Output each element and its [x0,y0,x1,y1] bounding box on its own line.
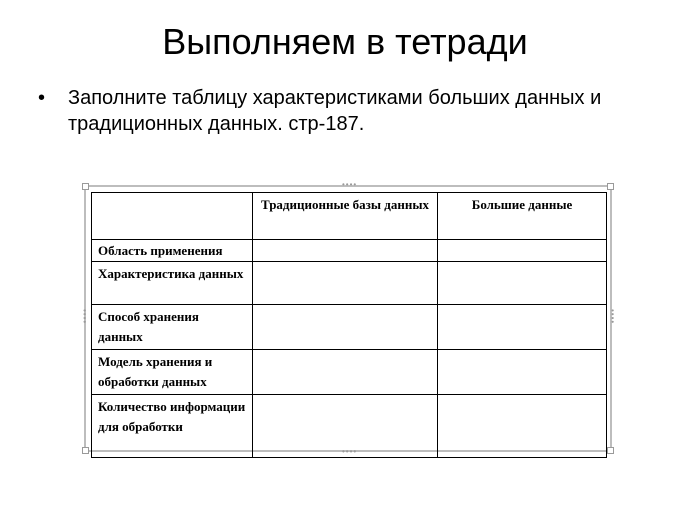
table-row [92,262,607,305]
big-data-cell[interactable] [438,350,607,395]
slide-title: Выполняем в тетради [162,21,528,62]
row-label-cell[interactable]: Способ хранения данных [92,305,253,350]
resize-handle-bottom-left[interactable] [82,447,89,454]
header-cell-big-data[interactable]: Большие данные [438,193,607,240]
row-label-cell[interactable]: Область применения [92,240,253,262]
resize-handle-bottom-right[interactable] [607,447,614,454]
big-data-cell[interactable] [438,262,607,305]
table-header-row [92,193,607,240]
header-cell-traditional[interactable]: Традиционные базы данных [253,193,438,240]
table-row [92,395,607,458]
big-data-cell[interactable] [438,240,607,262]
row-label-cell[interactable]: Характеристика данных [92,262,253,305]
table-row [92,350,607,395]
resize-handle-bottom[interactable]: •••• [342,447,358,456]
resize-handle-left[interactable]: •••• [80,309,89,325]
table-row [92,305,607,350]
big-data-cell[interactable] [438,395,607,458]
bullet-item [38,85,668,137]
traditional-cell[interactable] [253,305,438,350]
resize-handle-top-left[interactable] [82,183,89,190]
resize-handle-top[interactable]: •••• [342,180,358,189]
traditional-cell[interactable] [253,262,438,305]
table-selection-frame[interactable] [80,180,617,456]
table-row [92,240,607,262]
header-cell-empty[interactable] [92,193,253,240]
row-label-cell[interactable]: Модель хранения и обработки данных [92,350,253,395]
row-label-cell[interactable]: Количество информации для обработки [92,395,253,458]
traditional-cell[interactable] [253,395,438,458]
bullet-dot-icon: • [38,87,46,109]
traditional-cell[interactable] [253,350,438,395]
resize-handle-right[interactable]: •••• [608,309,617,325]
big-data-cell[interactable] [438,305,607,350]
comparison-table[interactable] [91,192,607,458]
resize-handle-top-right[interactable] [607,183,614,190]
bullet-text: Заполните таблицу характеристиками больших данных и традиционных данных. стр-187. [68,87,602,135]
traditional-cell[interactable] [253,240,438,262]
